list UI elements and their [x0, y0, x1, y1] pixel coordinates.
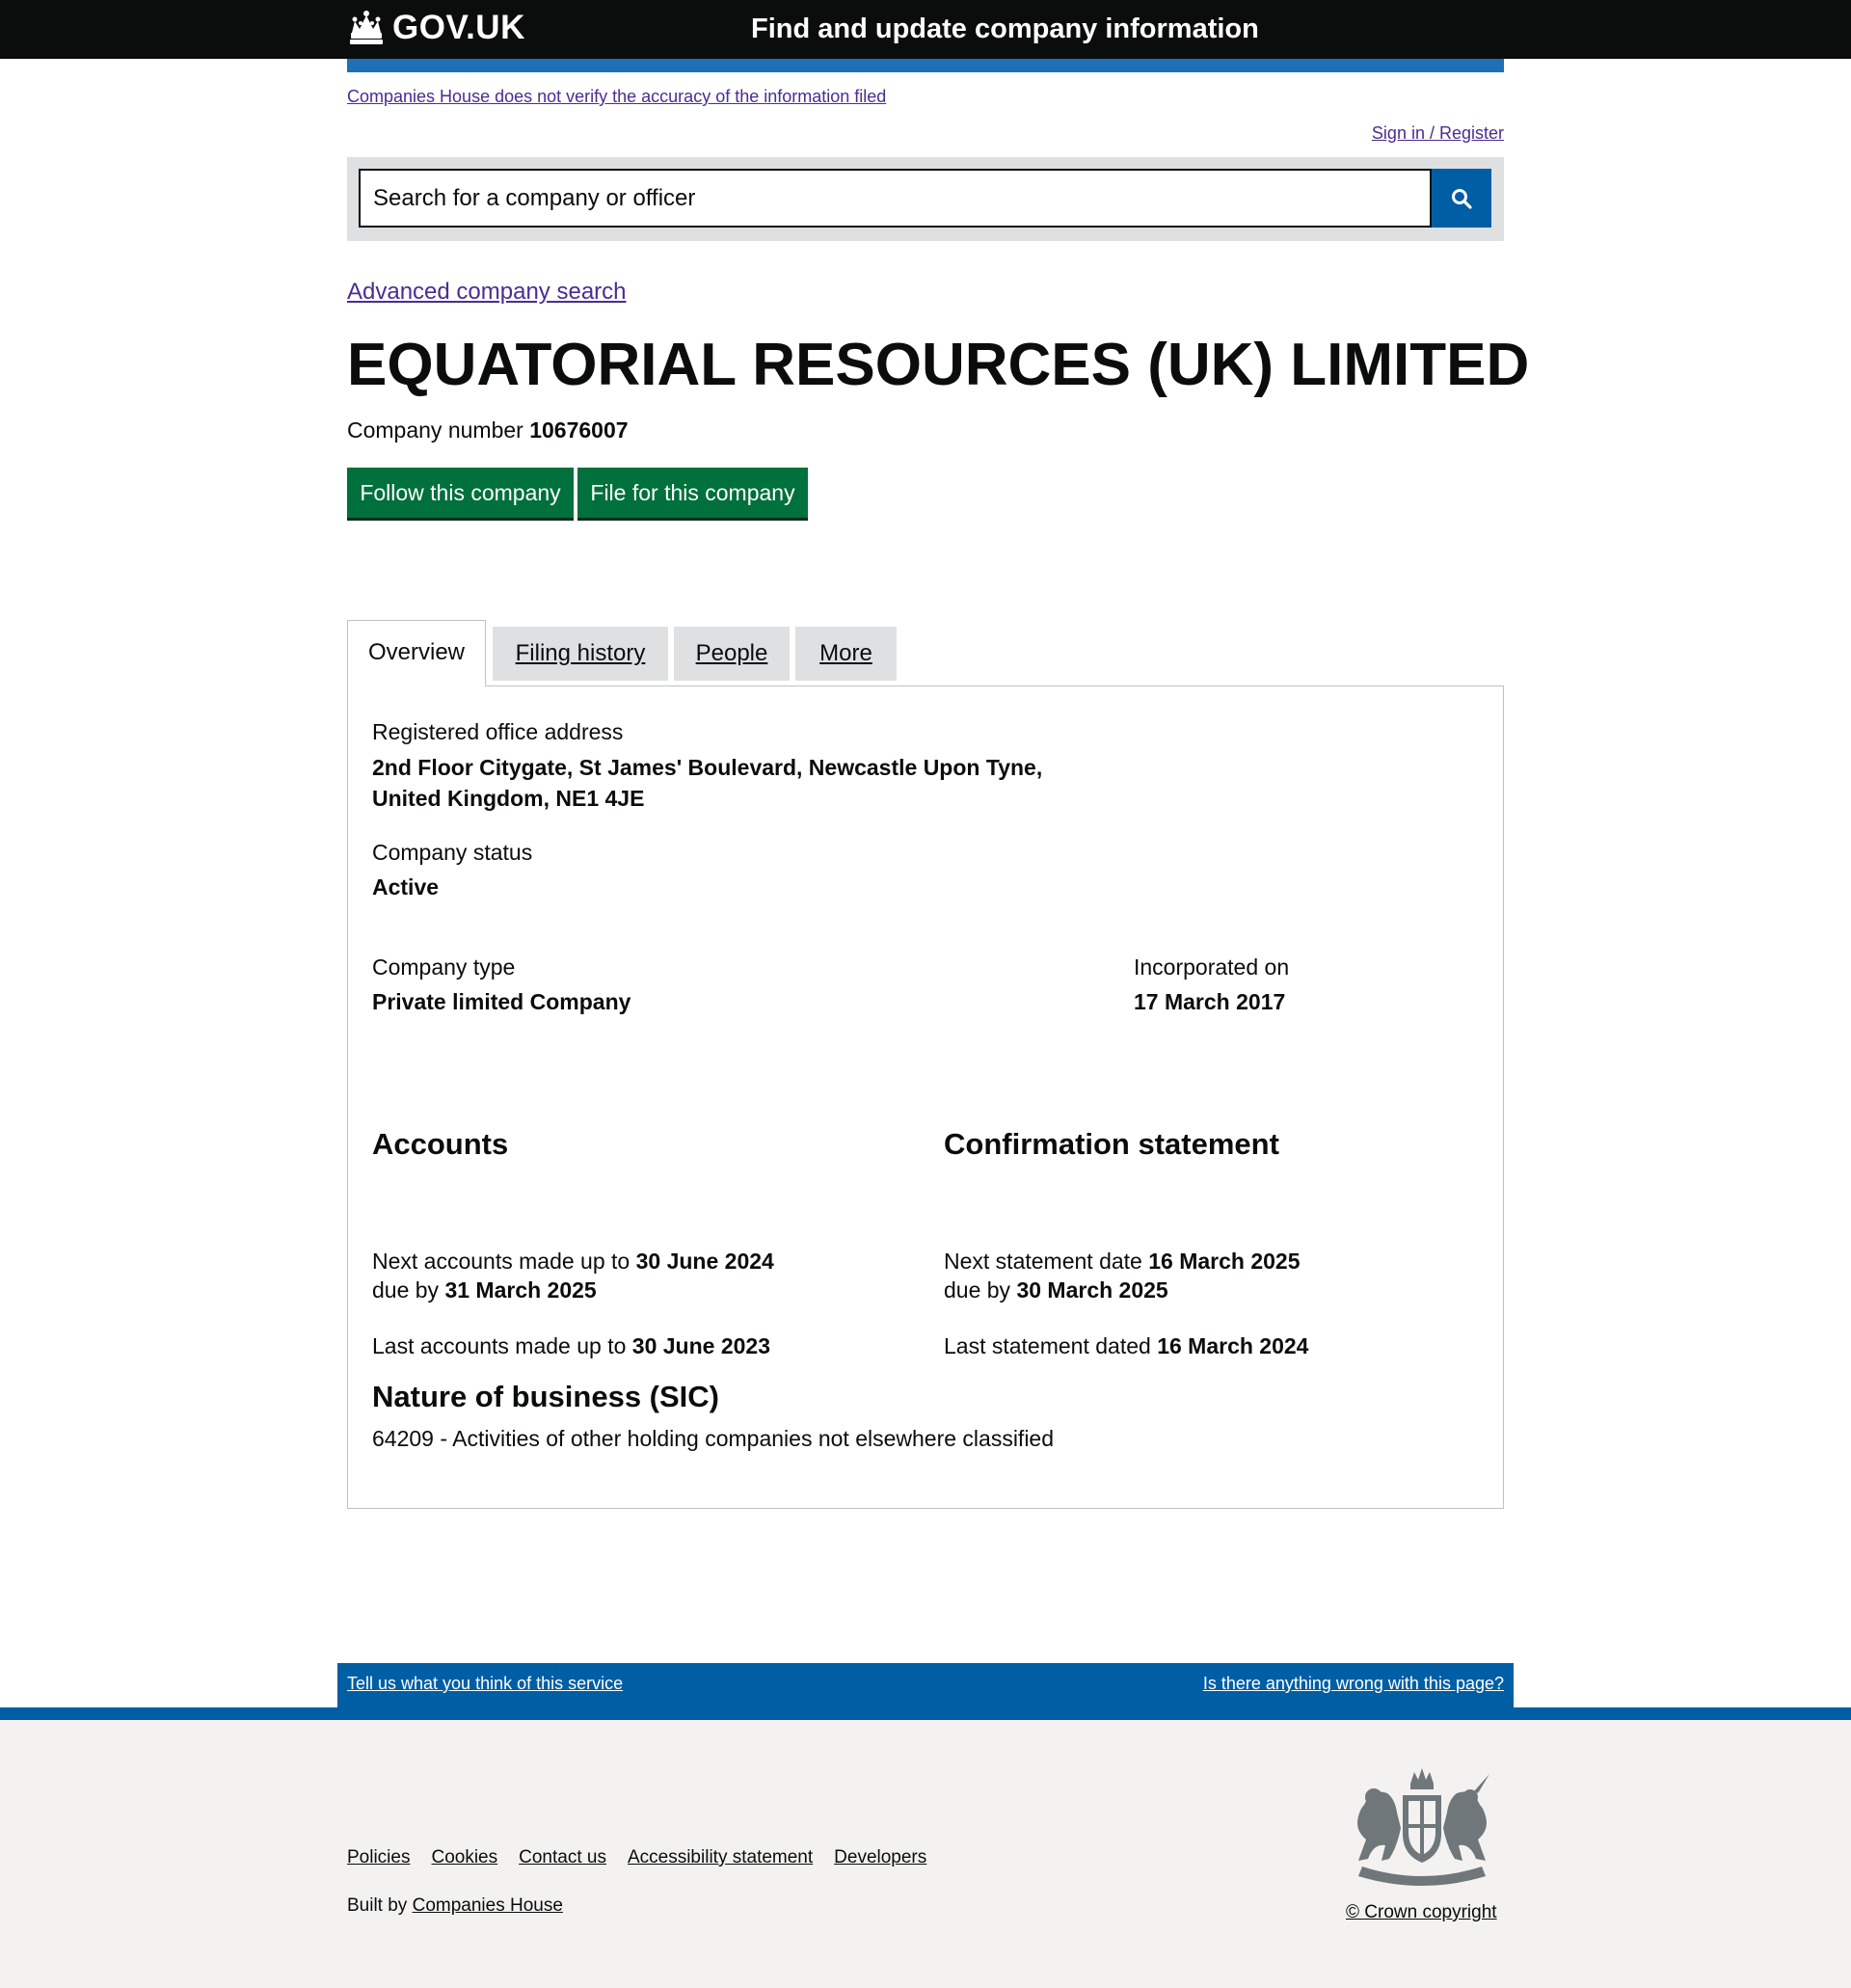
- confirmation-due-date: 30 March 2025: [1016, 1277, 1168, 1303]
- company-status-value: Active: [372, 874, 440, 900]
- service-name-link[interactable]: Find and update company information: [751, 13, 1259, 44]
- accounts-heading: Accounts: [372, 1127, 509, 1161]
- confirmation-next-prefix: Next statement date: [944, 1249, 1142, 1274]
- tab-people-link[interactable]: People: [695, 640, 768, 666]
- confirmation-due-line: [944, 1276, 1168, 1305]
- file-for-company-button[interactable]: File for this company: [577, 468, 808, 518]
- companies-house-link[interactable]: Companies House: [412, 1895, 563, 1916]
- footer-links: [347, 1847, 926, 1868]
- incorporated-value: 17 March 2017: [1134, 989, 1286, 1014]
- footer: [0, 1720, 1851, 1988]
- report-problem-link[interactable]: Is there anything wrong with this page?: [1202, 1674, 1504, 1693]
- crown-icon: [347, 10, 386, 46]
- accounts-next-date: 30 June 2024: [635, 1249, 774, 1274]
- accounts-due-line: [372, 1276, 597, 1305]
- advanced-company-search-link[interactable]: Advanced company search: [347, 279, 627, 305]
- accounts-due-prefix: due by: [372, 1277, 440, 1303]
- confirmation-last-prefix: Last statement dated: [944, 1333, 1151, 1358]
- service-feedback-link[interactable]: Tell us what you think of this service: [347, 1674, 624, 1693]
- accounts-last-prefix: Last accounts made up to: [372, 1333, 627, 1358]
- govuk-logo-link[interactable]: [347, 9, 525, 47]
- footer-link-contact-us[interactable]: Contact us: [519, 1847, 606, 1867]
- royal-coat-of-arms-icon: [1345, 1766, 1499, 1892]
- search-icon: [1451, 188, 1472, 209]
- footer-link-cookies[interactable]: Cookies: [431, 1847, 498, 1867]
- govuk-logo-text: GOV.UK: [392, 9, 525, 46]
- company-number-value: 10676007: [529, 417, 629, 443]
- tab-more[interactable]: [795, 627, 897, 681]
- registered-office-line2: United Kingdom, NE1 4JE: [372, 786, 645, 811]
- feedback-bar: [337, 1663, 1514, 1707]
- company-status-label: Company status: [372, 840, 533, 865]
- tab-overview[interactable]: Overview: [347, 620, 486, 686]
- registered-office-line1: 2nd Floor Citygate, St James' Boulevard, Newcastle Upon Tyne,: [372, 755, 1043, 780]
- govuk-header: [0, 0, 1851, 59]
- crown-copyright-link[interactable]: © Crown copyright: [1346, 1902, 1497, 1922]
- company-type-value: Private limited Company: [372, 989, 631, 1014]
- accounts-last-line: [372, 1331, 770, 1361]
- footer-link-accessibility[interactable]: Accessibility statement: [627, 1847, 814, 1867]
- accounts-last-date: 30 June 2023: [631, 1333, 770, 1358]
- built-by: [347, 1895, 563, 1917]
- incorporated-label: Incorporated on: [1134, 954, 1290, 980]
- registered-office-label: Registered office address: [372, 719, 624, 744]
- tab-filing-history-link[interactable]: Filing history: [515, 640, 646, 666]
- sic-heading: Nature of business (SIC): [372, 1380, 719, 1413]
- search-panel: [347, 157, 1504, 241]
- company-number-label: Company number: [347, 417, 523, 443]
- tab-more-link[interactable]: More: [819, 640, 872, 666]
- accounts-due-date: 31 March 2025: [444, 1277, 597, 1303]
- sic-code-line: 64209 - Activities of other holding companies not elsewhere classified: [372, 1426, 1055, 1451]
- confirmation-statement-heading: Confirmation statement: [944, 1127, 1279, 1161]
- accounts-next-prefix: Next accounts made up to: [372, 1249, 630, 1274]
- follow-company-button[interactable]: Follow this company: [347, 468, 574, 518]
- confirmation-last-line: [944, 1331, 1308, 1361]
- accounts-next-line: [372, 1247, 774, 1276]
- company-name-heading: EQUATORIAL RESOURCES (UK) LIMITED: [347, 332, 1530, 398]
- confirmation-last-date: 16 March 2024: [1157, 1333, 1309, 1358]
- accuracy-disclaimer-link[interactable]: Companies House does not verify the accuracy of the information filed: [347, 87, 887, 106]
- footer-link-developers[interactable]: Developers: [834, 1847, 927, 1867]
- tab-filing-history[interactable]: [493, 627, 668, 681]
- tab-people[interactable]: [674, 627, 790, 681]
- search-input[interactable]: [359, 169, 1432, 228]
- sign-in-register-link[interactable]: Sign in / Register: [1371, 123, 1504, 143]
- company-type-label: Company type: [372, 954, 516, 980]
- company-number: [347, 417, 629, 443]
- confirmation-next-date: 16 March 2025: [1148, 1249, 1301, 1274]
- search-button[interactable]: [1432, 169, 1491, 228]
- built-by-prefix: Built by: [347, 1895, 408, 1916]
- confirmation-next-line: [944, 1247, 1301, 1276]
- overview-panel: [347, 685, 1504, 1509]
- footer-link-policies[interactable]: Policies: [347, 1847, 411, 1867]
- footer-blue-rule: [0, 1707, 1851, 1720]
- confirmation-due-prefix: due by: [944, 1277, 1011, 1303]
- header-blue-rule: [347, 59, 1504, 72]
